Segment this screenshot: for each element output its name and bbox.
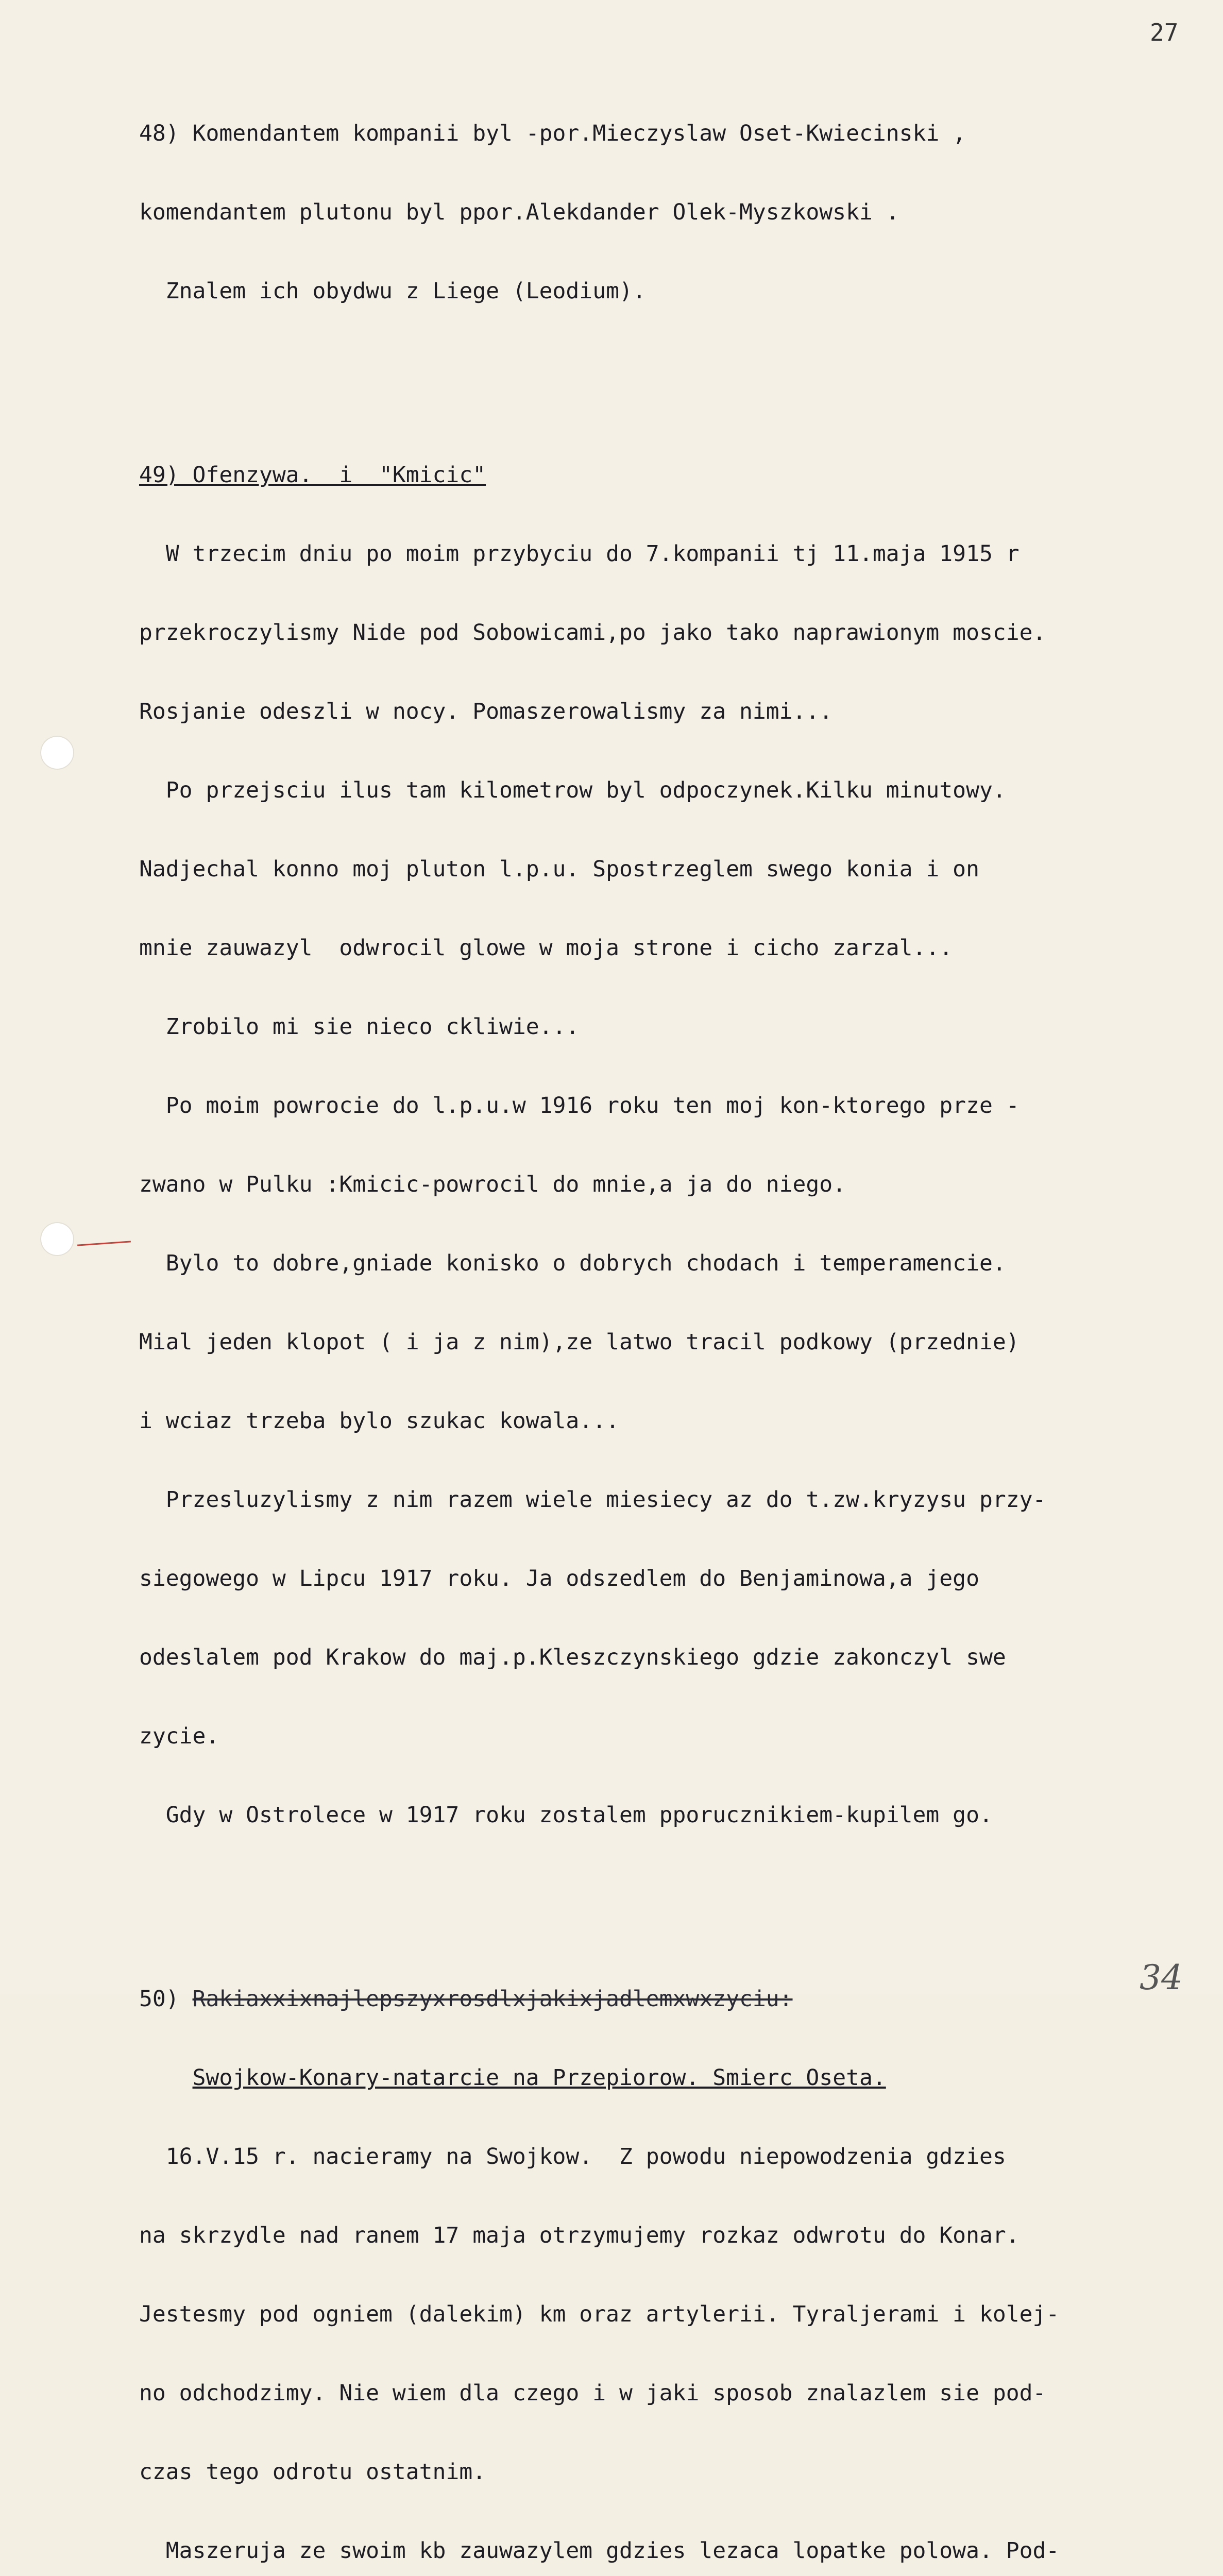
text-line: Znalem ich obydwu z Liege (Leodium). [139, 278, 646, 304]
struck-out-text: Rakiaxxixnajlepszyxrosdlxjakixjadlemxwxzyciu: [192, 1986, 793, 2012]
text-line: W trzecim dniu po moim przybyciu do 7.kompanii tj 11.maja 1915 r [139, 541, 1020, 567]
handwritten-folio-number: 34 [1140, 1958, 1183, 1997]
text-line: no odchodzimy. Nie wiem dla czego i w jaki sposob znalazlem sie pod- [139, 2380, 1046, 2406]
section-50-heading-line [139, 2065, 1205, 2091]
section-50-struck-line [139, 1986, 1205, 2012]
text-line: czas tego odrotu ostatnim. [139, 2459, 486, 2485]
text-line: na skrzydle nad ranem 17 maja otrzymujemy rozkaz odwrotu do Konar. [139, 2223, 1020, 2248]
section-49-heading: 49) Ofenzywa. i "Kmicic" [139, 462, 486, 488]
text-line: odeslalem pod Krakow do maj.p.Kleszczynskiego gdzie zakonczyl swe [139, 1645, 1006, 1670]
text-line: Jestesmy pod ogniem (dalekim) km oraz artylerii. Tyraljerami i kolej- [139, 2301, 1060, 2327]
text-line: Rosjanie odeszli w nocy. Pomaszerowalismy za nimi... [139, 699, 833, 724]
text-line: mnie zauwazyl odwrocil glowe w moja strone i cicho zarzal... [139, 935, 953, 961]
text-line: 48) Komendantem kompanii byl -por.Mieczyslaw Oset-Kwiecinski , [139, 121, 966, 146]
text-line: Gdy w Ostrolece w 1917 roku zostalem pporucznikiem-kupilem go. [139, 1802, 993, 1828]
text-line: zwano w Pulku :Kmicic-powrocil do mnie,a ja do niego. [139, 1172, 846, 1197]
section-50-heading: Swojkow-Konary-natarcie na Przepiorow. Smierc Oseta. [192, 2065, 886, 2091]
text-line: Po przejsciu ilus tam kilometrow byl odpoczynek.Kilku minutowy. [139, 777, 1006, 803]
text-line: Po moim powrocie do l.p.u.w 1916 roku ten moj kon-ktorego prze - [139, 1093, 1020, 1118]
text-line: Nadjechal konno moj pluton l.p.u. Spostrzeglem swego konia i on [139, 856, 979, 882]
text-line: Przesluzylismy z nim razem wiele miesiecy az do t.zw.kryzysu przy- [139, 1487, 1046, 1513]
typed-text [139, 68, 1205, 2576]
text-line: Bylo to dobre,gniade konisko o dobrych chodach i temperamencie. [139, 1250, 1006, 1276]
text-line: siegowego w Lipcu 1917 roku. Ja odszedlem do Benjaminowa,a jego [139, 1566, 979, 1591]
text-line: 16.V.15 r. nacieramy na Swojkow. Z powodu niepowodzenia gdzies [139, 2144, 1006, 2170]
page-number: 27 [1150, 19, 1179, 46]
text-line: Maszeruja ze swoim kb zauwazylem gdzies lezaca lopatke polowa. Pod- [139, 2538, 1060, 2564]
text-line: komendantem plutonu byl ppor.Alekdander Olek-Myszkowski . [139, 199, 899, 225]
text-line: przekroczylismy Nide pod Sobowicami,po jako tako naprawionym moscie. [139, 620, 1046, 646]
text-line: zycie. [139, 1723, 219, 1749]
text-line: i wciaz trzeba bylo szukac kowala... [139, 1408, 619, 1434]
margin-pencil-mark [77, 1241, 131, 1246]
punch-hole [40, 736, 74, 770]
section-50-number: 50) [139, 1986, 193, 2012]
text-line: Zrobilo mi sie nieco ckliwie... [139, 1014, 580, 1040]
text-line: Mial jeden klopot ( i ja z nim),ze latwo tracil podkowy (przednie) [139, 1329, 1020, 1355]
punch-hole [40, 1222, 74, 1256]
